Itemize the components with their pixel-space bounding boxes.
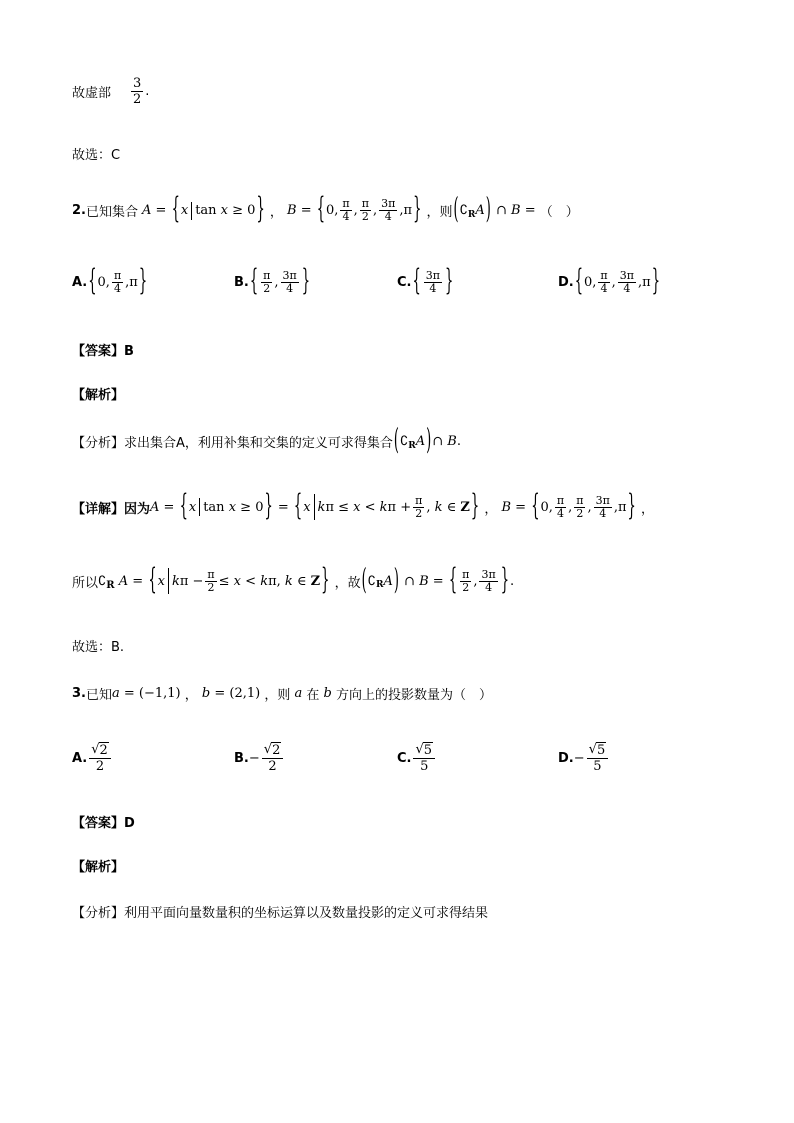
analysis-3: 【分析】利用平面向量数量积的坐标运算以及数量投影的定义可求得结果 bbox=[72, 906, 489, 921]
option-a-3[interactable]: A. √ 2 2 bbox=[72, 742, 113, 774]
option-d[interactable]: D. { 0, $\frac{\pi}{4}$ , $\frac{3\pi}{4}$ ,π } bbox=[558, 266, 660, 299]
line-imag-part: 故虚部 $\frac{3}{2}$ . bbox=[72, 76, 150, 107]
question-2-stem: 2. 已知集合 A = { x tan x ≥ 0 } ， B = { 0, $\frac{\pi}{4}$ , $\frac{\pi}{2}$ , $\frac{3\pi}{4}$ ,π } ，则 ( ∁ R A ) ∩ B = （ ） bbox=[72, 194, 579, 227]
option-c[interactable]: C. { $\frac{3\pi}{4}$ } bbox=[397, 266, 454, 299]
detail-2: 【详解】因为 A = { x tan x ≥ 0 } = { x k π ≤ x < k π + $\frac{\pi}{2}$ , k ∈ Z } ， B = { 0, $\frac{\pi}{4}$ , $\frac{\pi}{2}$ , $\frac{3\pi}{4}$ ,π } ， bbox=[72, 490, 654, 524]
option-b[interactable]: B. { $\frac{\pi}{2}$ , $\frac{3\pi}{4}$ } bbox=[234, 266, 311, 299]
option-c-3[interactable]: C. √ 5 5 bbox=[397, 742, 437, 774]
fraction: $\frac{3}{2}$ bbox=[133, 76, 142, 107]
so-line-2: 所以 ∁ R A = { x k π − $\frac{\pi}{2}$ ≤ x < k π, k ∈ Z } ，故 ( ∁ R A ) ∩ B = { $\frac{\pi}{2}$ , $\frac{3\pi}{4}$ } . bbox=[72, 564, 515, 598]
text: 故虚部 bbox=[72, 86, 112, 101]
answer-3: 【答案】D bbox=[72, 816, 135, 831]
analysis-2: 【分析】求出集合A，利用补集和交集的定义可求得集合 ( ∁ R A ) ∩ B . bbox=[72, 425, 461, 458]
option-a[interactable]: A. { 0, $\frac{\pi}{4}$ ,π } bbox=[72, 266, 148, 299]
option-d-3[interactable]: D. − √ 5 5 bbox=[558, 742, 610, 774]
analysis-title-3: 【解析】 bbox=[72, 860, 125, 875]
question-3-stem: 3. 已知 a = (−1,1) ， b = (2,1) ，则 a 在 b 方向上的投影数量为（ ） bbox=[72, 686, 492, 703]
answer-2: 【答案】B bbox=[72, 344, 134, 359]
choose-2: 故选：B. bbox=[72, 640, 125, 655]
option-b-3[interactable]: B. − √ 2 2 bbox=[234, 742, 285, 774]
analysis-title-2: 【解析】 bbox=[72, 388, 125, 403]
choose-line: 故选：C bbox=[72, 148, 121, 163]
